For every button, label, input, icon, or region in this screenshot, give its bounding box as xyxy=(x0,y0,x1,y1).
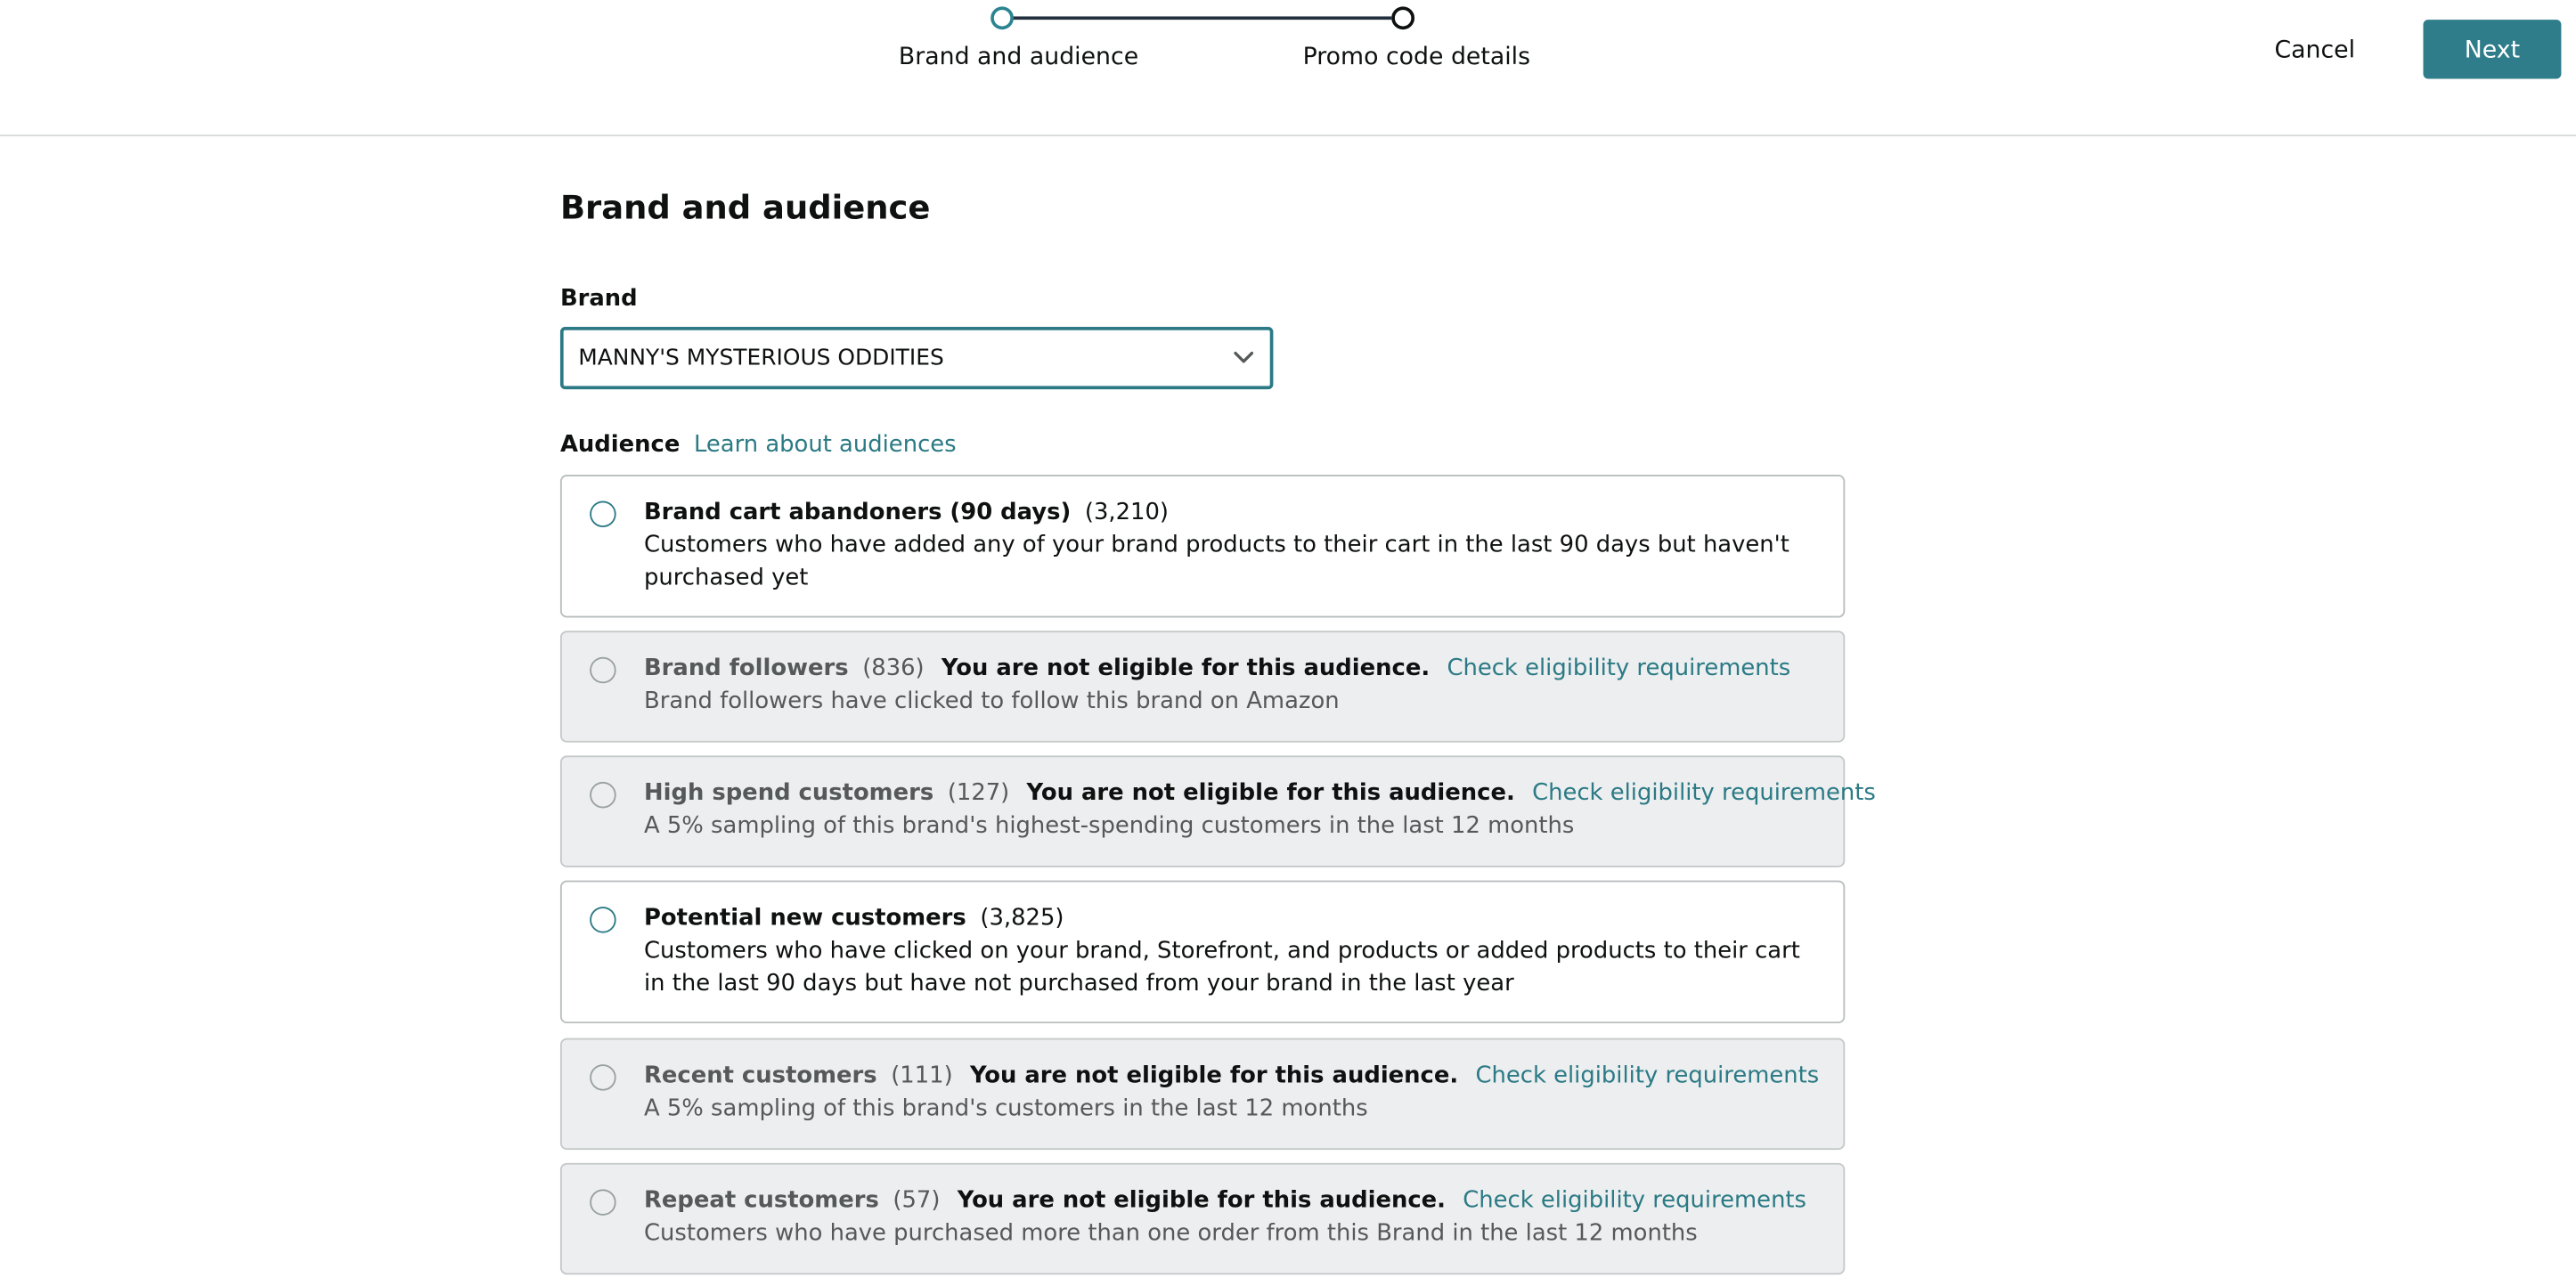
audience-option-high-spend-customers xyxy=(560,755,1876,867)
audience-label: Audience xyxy=(559,432,681,459)
audience-option-repeat-customers xyxy=(560,1163,1845,1274)
audience-description: A 5% sampling of this brand's highest-spending customers in the last 12 months xyxy=(644,812,1575,840)
audience-count: (3,825) xyxy=(980,905,1064,932)
step-indicator-1 xyxy=(990,6,1014,29)
step-indicator-2 xyxy=(1391,6,1414,29)
audience-name: High spend customers xyxy=(644,780,934,807)
ineligible-warning: You are not eligible for this audience. xyxy=(957,1187,1446,1215)
audience-count: (57) xyxy=(893,1187,941,1215)
radio-button xyxy=(590,1064,616,1091)
audience-count: (111) xyxy=(891,1062,953,1089)
audience-description: Customers who have purchased more than one order from this Brand in the last 12 months xyxy=(644,1220,1698,1247)
audience-option-brand-cart-abandoners[interactable] xyxy=(560,475,1845,617)
audience-name: Brand cart abandoners (90 days) xyxy=(644,499,1072,526)
cancel-button[interactable]: Cancel xyxy=(2264,21,2366,77)
header xyxy=(0,0,2576,136)
check-eligibility-link[interactable]: Check eligibility requirements xyxy=(1532,780,1876,807)
audience-count: (127) xyxy=(947,780,1010,807)
ineligible-warning: You are not eligible for this audience. xyxy=(1026,780,1515,807)
audience-option-brand-followers xyxy=(560,631,1845,742)
step-label-promo-details: Promo code details xyxy=(1302,44,1531,71)
learn-about-audiences-link[interactable]: Learn about audiences xyxy=(693,432,957,459)
next-button[interactable]: Next xyxy=(2423,20,2561,78)
audience-name: Potential new customers xyxy=(644,905,966,932)
radio-button xyxy=(590,657,616,684)
audience-name: Brand followers xyxy=(644,655,849,682)
audience-description: Customers who have added any of your brand products to their cart in the last 90 days but haven't purchased yet xyxy=(644,532,1789,591)
audience-description: Brand followers have clicked to follow this brand on Amazon xyxy=(644,688,1340,715)
audience-option-recent-customers xyxy=(560,1038,1845,1150)
page-title: Brand and audience xyxy=(559,187,931,227)
radio-button xyxy=(590,1189,616,1216)
audience-description: Customers who have clicked on your brand, Storefront, and products or added products to their cart in the last 90 days but have not purchased from your brand in the last year xyxy=(644,938,1800,997)
stepper-line xyxy=(1012,16,1391,20)
check-eligibility-link[interactable]: Check eligibility requirements xyxy=(1475,1062,1820,1089)
radio-button[interactable] xyxy=(590,501,616,528)
brand-select-value: MANNY'S MYSTERIOUS ODDITIES xyxy=(578,345,944,371)
radio-button xyxy=(590,782,616,809)
check-eligibility-link[interactable]: Check eligibility requirements xyxy=(1447,655,1791,682)
audience-description: A 5% sampling of this brand's customers in the last 12 months xyxy=(644,1095,1368,1122)
audience-option-potential-new-customers[interactable] xyxy=(560,881,1845,1023)
audience-name: Recent customers xyxy=(644,1062,877,1089)
audience-count: (3,210) xyxy=(1084,499,1169,526)
brand-select[interactable] xyxy=(560,327,1273,389)
audience-count: (836) xyxy=(862,655,925,682)
brand-label: Brand xyxy=(559,285,638,313)
audience-name: Repeat customers xyxy=(644,1187,879,1215)
chevron-down-icon xyxy=(1232,350,1255,366)
ineligible-warning: You are not eligible for this audience. xyxy=(941,655,1431,682)
step-label-brand-audience: Brand and audience xyxy=(898,44,1139,71)
radio-button[interactable] xyxy=(590,907,616,933)
check-eligibility-link[interactable]: Check eligibility requirements xyxy=(1463,1187,1807,1215)
ineligible-warning: You are not eligible for this audience. xyxy=(969,1062,1459,1089)
audience-header xyxy=(560,432,957,459)
